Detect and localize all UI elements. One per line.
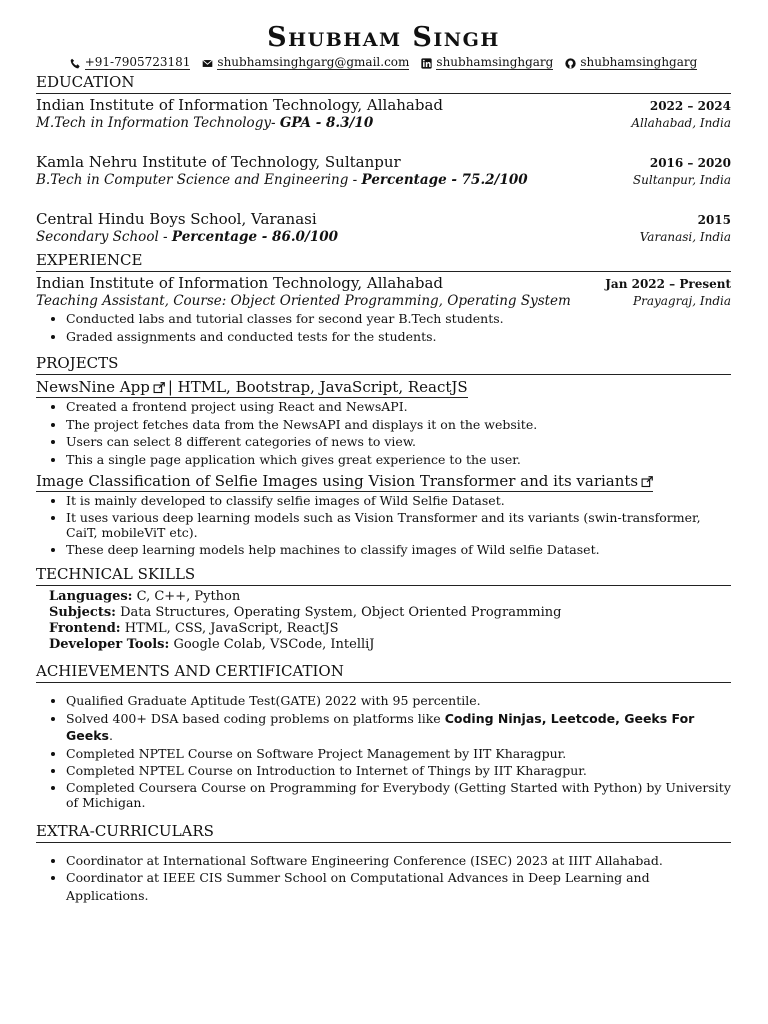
linkedin-icon — [421, 58, 432, 69]
experience-section — [36, 250, 731, 345]
grade: GPA - 8.3/10 — [279, 115, 374, 131]
skill-value: C, C++, Python — [136, 589, 241, 604]
external-link-icon[interactable] — [153, 382, 165, 394]
degree-name: Secondary School - — [36, 229, 168, 245]
skill-row — [49, 637, 731, 653]
extracurricular-list — [36, 852, 731, 905]
education-heading: EDUCATION — [36, 72, 731, 94]
project-bullets — [36, 398, 731, 468]
list-item: • Coordinator at International Software Engineering Conference (ISEC) 2023 at IIIT Allahabad. — [66, 852, 731, 870]
project-entry — [36, 378, 731, 468]
candidate-name: Shubham Singh — [267, 22, 500, 53]
list-item: • Completed Coursera Course on Programming for Everybody (Getting Started with Python) by University of Michigan. — [66, 780, 731, 811]
experience-entry — [36, 274, 731, 345]
achievement-text: Solved 400+ DSA based coding problems on platforms like — [66, 710, 441, 726]
list-item: • Graded assignments and conducted tests for the students. — [66, 328, 731, 346]
degree — [36, 229, 338, 246]
date-range: Jan 2022 – Present — [605, 277, 731, 291]
institution-name: Central Hindu Boys School, Varanasi — [36, 210, 317, 228]
list-item: • These deep learning models help machines to classify images of Wild selfie Dataset. — [66, 541, 731, 559]
skill-row — [49, 621, 731, 637]
email-text: shubhamsinghgarg@gmail.com — [217, 55, 410, 69]
list-item: • Qualified Graduate Aptitude Test(GATE) 2022 with 95 percentile. — [66, 692, 731, 710]
resume-page — [36, 22, 731, 904]
location: Prayagraj, India — [633, 294, 731, 308]
achievement-punct: . — [108, 728, 113, 743]
project-entry — [36, 472, 731, 558]
employer-name: Indian Institute of Information Technology, Allahabad — [36, 274, 444, 292]
projects-section — [36, 353, 731, 558]
skills-heading: TECHNICAL SKILLS — [36, 564, 731, 586]
skill-value: Data Structures, Operating System, Object Oriented Programming — [120, 605, 562, 620]
grade: Percentage - 86.0/100 — [171, 229, 339, 245]
list-item: • Coordinator at IEEE CIS Summer School on Computational Advances in Deep Learning and Applications. — [66, 869, 731, 904]
skills-section — [36, 564, 731, 653]
list-item: • Completed NPTEL Course on Software Project Management by IIT Kharagpur. — [66, 745, 731, 763]
platforms-bold: Coding Ninjas, Leetcode, Geeks For Geeks — [66, 710, 695, 743]
institution-name: Kamla Nehru Institute of Technology, Sultanpur — [36, 153, 401, 171]
skill-label: Developer Tools: — [49, 637, 170, 652]
github-link[interactable] — [565, 56, 697, 70]
list-item: • This a single page application which gives great experience to the user. — [66, 451, 731, 469]
email-link[interactable] — [202, 56, 409, 70]
degree — [36, 172, 528, 189]
skill-value: HTML, CSS, JavaScript, ReactJS — [124, 621, 339, 636]
experience-heading: EXPERIENCE — [36, 250, 731, 272]
date-range: 2016 – 2020 — [649, 156, 731, 170]
project-bullets — [36, 492, 731, 558]
skill-label: Languages: — [49, 589, 133, 604]
education-section — [36, 72, 731, 246]
external-link-icon[interactable] — [641, 476, 653, 488]
achievements-heading: ACHIEVEMENTS AND CERTIFICATION — [36, 661, 731, 683]
phone-link[interactable] — [70, 56, 191, 70]
date-range: 2015 — [697, 213, 731, 227]
project-tech: | HTML, Bootstrap, JavaScript, ReactJS — [167, 378, 468, 396]
linkedin-text: shubhamsinghgarg — [436, 55, 554, 69]
project-link[interactable]: NewsNine App — [36, 378, 150, 396]
education-entry — [36, 153, 731, 189]
achievements-section — [36, 661, 731, 811]
github-icon — [565, 58, 576, 69]
project-link[interactable]: Image Classification of Selfie Images using Vision Transformer and its variants — [36, 472, 639, 490]
email-icon — [202, 58, 213, 69]
list-item: • Conducted labs and tutorial classes for second year B.Tech students. — [66, 310, 731, 328]
location: Sultanpur, India — [632, 173, 731, 187]
list-item: • It uses various deep learning models such as Vision Transformer and its variants (swin-transformer, CaiT, mobileViT etc). — [66, 510, 731, 541]
github-text: shubhamsinghgarg — [580, 55, 698, 69]
list-item: • Completed NPTEL Course on Introduction to Internet of Things by IIT Kharagpur. — [66, 762, 731, 780]
list-item: • Created a frontend project using React and NewsAPI. — [66, 398, 731, 416]
grade: Percentage - 75.2/100 — [361, 172, 528, 188]
skill-label: Subjects: — [49, 605, 116, 620]
skill-label: Frontend: — [49, 621, 121, 636]
extracurricular-heading: EXTRA-CURRICULARS — [36, 821, 731, 843]
skill-value: Google Colab, VSCode, IntelliJ — [173, 637, 375, 652]
list-item — [66, 710, 731, 745]
list-item: • Users can select 8 different categories of news to view. — [66, 433, 731, 451]
linkedin-link[interactable] — [421, 56, 553, 70]
experience-bullets — [36, 310, 731, 345]
extracurricular-section — [36, 821, 731, 905]
project-title — [36, 472, 653, 492]
phone-icon — [70, 58, 81, 69]
achievements-list — [36, 692, 731, 811]
contact-bar — [36, 56, 731, 70]
list-item: • The project fetches data from the NewsAPI and displays it on the website. — [66, 416, 731, 434]
location: Varanasi, India — [639, 230, 731, 244]
skill-row — [49, 589, 731, 605]
education-entry — [36, 96, 731, 132]
date-range: 2022 – 2024 — [649, 99, 731, 113]
institution-name: Indian Institute of Information Technology, Allahabad — [36, 96, 444, 114]
project-title — [36, 378, 468, 398]
skills-list — [36, 589, 731, 653]
degree-name: B.Tech in Computer Science and Engineering - — [36, 172, 358, 188]
projects-heading: PROJECTS — [36, 353, 731, 375]
location: Allahabad, India — [631, 116, 731, 130]
role: Teaching Assistant, Course: Object Oriented Programming, Operating System — [36, 293, 571, 309]
skill-row — [49, 605, 731, 621]
education-entry — [36, 210, 731, 246]
degree-name: M.Tech in Information Technology- — [36, 115, 276, 131]
degree — [36, 115, 373, 132]
phone-text: +91-7905723181 — [84, 55, 191, 69]
list-item: • It is mainly developed to classify selfie images of Wild Selfie Dataset. — [66, 492, 731, 510]
